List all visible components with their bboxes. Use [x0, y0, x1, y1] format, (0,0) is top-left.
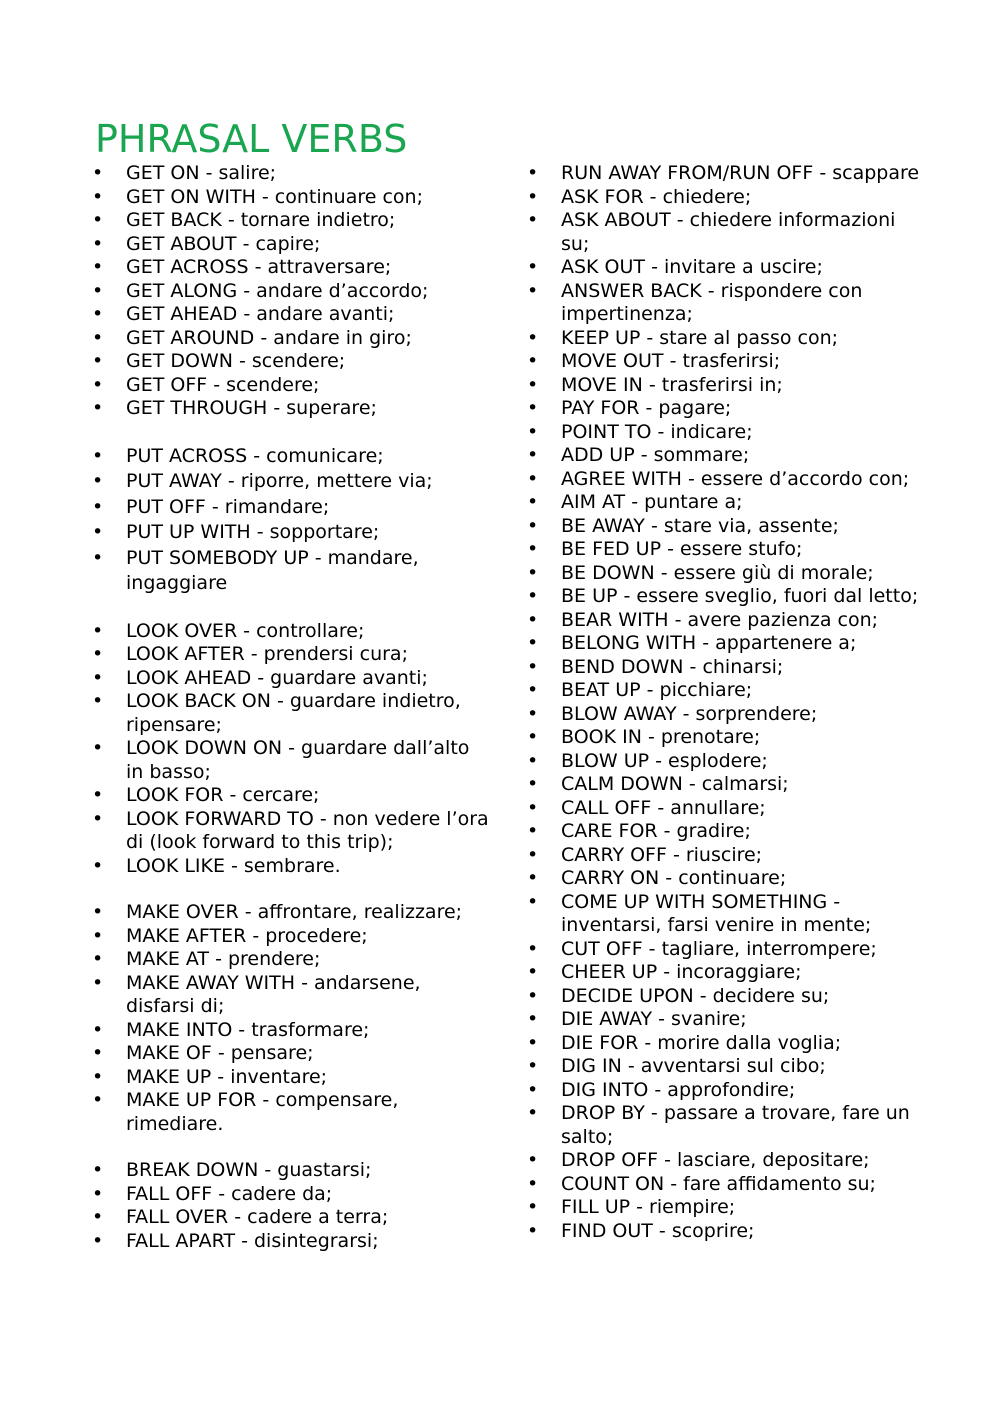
list-item: • AIM AT - puntare a;	[527, 491, 927, 515]
list-item: • FIND OUT - scoprire;	[527, 1220, 927, 1244]
list-item: • GET ALONG - andare d’accordo;	[92, 280, 492, 304]
list-item: • ASK ABOUT - chiedere informazioni su;	[527, 209, 927, 256]
list-item: • FILL UP - riempire;	[527, 1196, 927, 1220]
list-item: • ASK OUT - invitare a uscire;	[527, 256, 927, 280]
left-column	[92, 162, 492, 1253]
list-item: • COME UP WITH SOMETHING - inventarsi, farsi venire in mente;	[527, 891, 927, 938]
verb-group	[92, 1159, 492, 1253]
list-item: • DIG INTO - approfondire;	[527, 1079, 927, 1103]
list-item: • FALL APART - disintegrarsi;	[92, 1230, 492, 1254]
group-spacer	[92, 1136, 492, 1159]
verb-group	[92, 620, 492, 879]
list-item: • DIE AWAY - svanire;	[527, 1008, 927, 1032]
list-item: • BEAT UP - picchiare;	[527, 679, 927, 703]
list-item: • CUT OFF - tagliare, interrompere;	[527, 938, 927, 962]
list-item: • MOVE OUT - trasferirsi;	[527, 350, 927, 374]
page-title: PHRASAL VERBS	[95, 117, 408, 161]
list-item: • ANSWER BACK - rispondere con impertinenza;	[527, 280, 927, 327]
verb-group	[92, 444, 492, 597]
list-item: • KEEP UP - stare al passo con;	[527, 327, 927, 351]
list-item: • BE AWAY - stare via, assente;	[527, 515, 927, 539]
list-item: • MAKE OF - pensare;	[92, 1042, 492, 1066]
list-item: • GET AHEAD - andare avanti;	[92, 303, 492, 327]
list-item: • CARE FOR - gradire;	[527, 820, 927, 844]
list-item: • MAKE AWAY WITH - andarsene, disfarsi di;	[92, 972, 492, 1019]
right-column	[527, 162, 927, 1243]
list-item: • GET BACK - tornare indietro;	[92, 209, 492, 233]
list-item: • PUT AWAY - riporre, mettere via;	[92, 469, 492, 495]
list-item: • MAKE UP - inventare;	[92, 1066, 492, 1090]
list-item: • GET THROUGH - superare;	[92, 397, 492, 421]
group-spacer	[92, 597, 492, 620]
verb-group	[92, 162, 492, 421]
list-item: • LOOK LIKE - sembrare.	[92, 855, 492, 879]
list-item: • COUNT ON - fare affidamento su;	[527, 1173, 927, 1197]
list-item: • BOOK IN - prenotare;	[527, 726, 927, 750]
list-item: • LOOK OVER - controllare;	[92, 620, 492, 644]
list-item: • MAKE AFTER - procedere;	[92, 925, 492, 949]
list-item: • PUT UP WITH - sopportare;	[92, 520, 492, 546]
list-item: • MAKE UP FOR - compensare, rimediare.	[92, 1089, 492, 1136]
list-item: • PUT SOMEBODY UP - mandare, ingaggiare	[92, 546, 492, 597]
list-item: • LOOK AHEAD - guardare avanti;	[92, 667, 492, 691]
list-item: • DIE FOR - morire dalla voglia;	[527, 1032, 927, 1056]
list-item: • PAY FOR - pagare;	[527, 397, 927, 421]
list-item: • GET DOWN - scendere;	[92, 350, 492, 374]
list-item: • CARRY OFF - riuscire;	[527, 844, 927, 868]
list-item: • BE UP - essere sveglio, fuori dal letto;	[527, 585, 927, 609]
list-item: • FALL OFF - cadere da;	[92, 1183, 492, 1207]
list-item: • RUN AWAY FROM/RUN OFF - scappare	[527, 162, 927, 186]
list-item: • LOOK BACK ON - guardare indietro, ripensare;	[92, 690, 492, 737]
group-spacer	[92, 878, 492, 901]
list-item: • GET ACROSS - attraversare;	[92, 256, 492, 280]
list-item: • LOOK AFTER - prendersi cura;	[92, 643, 492, 667]
list-item: • PUT OFF - rimandare;	[92, 495, 492, 521]
list-item: • MOVE IN - trasferirsi in;	[527, 374, 927, 398]
list-item: • AGREE WITH - essere d’accordo con;	[527, 468, 927, 492]
list-item: • BE FED UP - essere stufo;	[527, 538, 927, 562]
list-item: • LOOK FOR - cercare;	[92, 784, 492, 808]
list-item: • BREAK DOWN - guastarsi;	[92, 1159, 492, 1183]
list-item: • BLOW AWAY - sorprendere;	[527, 703, 927, 727]
list-item: • BE DOWN - essere giù di morale;	[527, 562, 927, 586]
list-item: • DROP BY - passare a trovare, fare un salto;	[527, 1102, 927, 1149]
list-item: • MAKE OVER - affrontare, realizzare;	[92, 901, 492, 925]
list-item: • PUT ACROSS - comunicare;	[92, 444, 492, 470]
list-item: • POINT TO - indicare;	[527, 421, 927, 445]
list-item: • GET ABOUT - capire;	[92, 233, 492, 257]
list-item: • DROP OFF - lasciare, depositare;	[527, 1149, 927, 1173]
list-item: • CARRY ON - continuare;	[527, 867, 927, 891]
list-item: • DIG IN - avventarsi sul cibo;	[527, 1055, 927, 1079]
list-item: • CHEER UP - incoraggiare;	[527, 961, 927, 985]
list-item: • DECIDE UPON - decidere su;	[527, 985, 927, 1009]
list-item: • ADD UP - sommare;	[527, 444, 927, 468]
list-item: • MAKE INTO - trasformare;	[92, 1019, 492, 1043]
verb-group	[92, 901, 492, 1136]
list-item: • BLOW UP - esplodere;	[527, 750, 927, 774]
list-item: • GET OFF - scendere;	[92, 374, 492, 398]
group-spacer	[92, 421, 492, 444]
list-item: • GET AROUND - andare in giro;	[92, 327, 492, 351]
list-item: • ASK FOR - chiedere;	[527, 186, 927, 210]
list-item: • MAKE AT - prendere;	[92, 948, 492, 972]
list-item: • LOOK FORWARD TO - non vedere l’ora di (look forward to this trip);	[92, 808, 492, 855]
list-item: • BELONG WITH - appartenere a;	[527, 632, 927, 656]
list-item: • BEAR WITH - avere pazienza con;	[527, 609, 927, 633]
list-item: • GET ON WITH - continuare con;	[92, 186, 492, 210]
list-item: • CALM DOWN - calmarsi;	[527, 773, 927, 797]
list-item: • CALL OFF - annullare;	[527, 797, 927, 821]
list-item: • FALL OVER - cadere a terra;	[92, 1206, 492, 1230]
list-item: • BEND DOWN - chinarsi;	[527, 656, 927, 680]
list-item: • GET ON - salire;	[92, 162, 492, 186]
list-item: • LOOK DOWN ON - guardare dall’alto in basso;	[92, 737, 492, 784]
